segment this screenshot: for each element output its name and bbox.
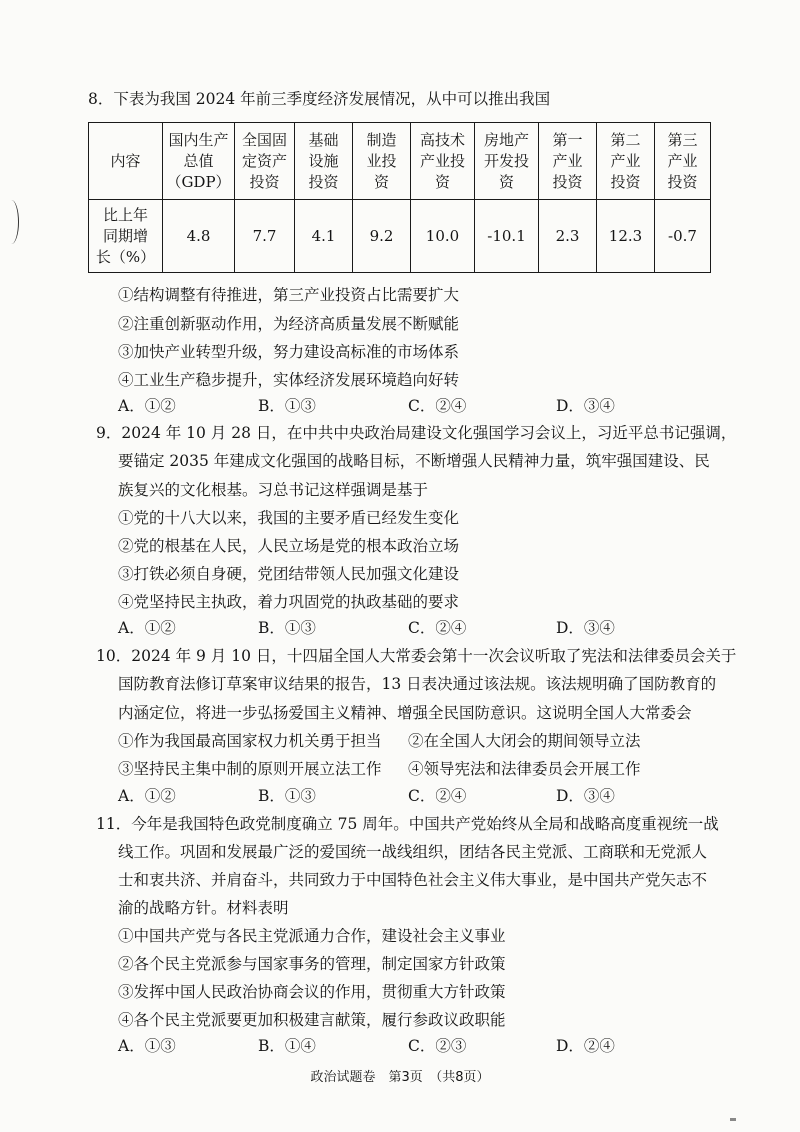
table-cell: -0.7: [655, 200, 711, 273]
q9-choice-c[interactable]: C．②④: [408, 619, 467, 637]
q9-stem-line-1: 9．2024 年 10 月 28 日，在中共中央政治局建设文化强国学习会议上，习近平总书记强调，: [96, 424, 737, 442]
q9-stem-line-3: 族复兴的文化根基。习总书记这样强调是基于: [118, 481, 429, 499]
q11-stem-line-1: 11．今年是我国特色政党制度确立 75 周年。中国共产党始终从全局和战略高度重视统一战: [96, 815, 719, 833]
q11-choice-d[interactable]: D．②④: [556, 1037, 615, 1055]
table-header-cell: 第一 产业 投资: [539, 123, 597, 200]
q9-choice-d[interactable]: D．③④: [556, 619, 615, 637]
table-row: [89, 200, 711, 273]
q10-item-3: ③坚持民主集中制的原则开展立法工作: [118, 760, 382, 778]
table-cell: 9.2: [353, 200, 411, 273]
table-header-cell: 全国固 定资产 投资: [235, 123, 295, 200]
q8-item-1: ①结构调整有待推进，第三产业投资占比需要扩大: [118, 286, 460, 304]
table-header-cell: 第三 产业 投资: [655, 123, 711, 200]
q11-item-3: ③发挥中国人民政治协商会议的作用，贯彻重大方针政策: [118, 983, 506, 1001]
q10-choice-a[interactable]: A．①②: [118, 787, 176, 805]
q10-item-1: ①作为我国最高国家权力机关勇于担当: [118, 732, 382, 750]
q10-choice-c[interactable]: C．②④: [408, 787, 467, 805]
table-header-cell: 内容: [89, 123, 163, 200]
table-cell: 2.3: [539, 200, 597, 273]
table-cell: -10.1: [475, 200, 539, 273]
table-header-cell: 基础 设施 投资: [295, 123, 353, 200]
q8-choice-b[interactable]: B．①③: [258, 397, 316, 415]
table-cell: 4.1: [295, 200, 353, 273]
binding-mark: [4, 200, 19, 244]
q11-stem-line-4: 渝的战略方针。材料表明: [118, 899, 289, 917]
table-header-row: [89, 123, 711, 200]
q11-stem-line-2: 线工作。巩固和发展最广泛的爱国统一战线组织，团结各民主党派、工商联和无党派人: [118, 843, 708, 861]
q11-item-4: ④各个民主党派要更加积极建言献策，履行参政议政职能: [118, 1011, 506, 1029]
q8-item-3: ③加快产业转型升级，努力建设高标准的市场体系: [118, 343, 460, 361]
q11-item-2: ②各个民主党派参与国家事务的管理，制定国家方针政策: [118, 955, 506, 973]
q9-choice-a[interactable]: A．①②: [118, 619, 176, 637]
q9-choice-b[interactable]: B．①③: [258, 619, 316, 637]
q11-item-1: ①中国共产党与各民主党派通力合作，建设社会主义事业: [118, 927, 506, 945]
q8-choice-a[interactable]: A．①②: [118, 397, 176, 415]
q10-choice-d[interactable]: D．③④: [556, 787, 615, 805]
q10-item-4: ④领导宪法和法律委员会开展工作: [408, 760, 641, 778]
q8-choice-c[interactable]: C．②④: [408, 397, 467, 415]
q11-choice-b[interactable]: B．①④: [258, 1037, 316, 1055]
page-footer: 政治试题卷 第3页 （共8页）: [310, 1070, 490, 1085]
q9-stem-line-2: 要锚定 2035 年建成文化强国的战略目标，不断增强人民精神力量，筑牢强国建设、民: [118, 452, 710, 470]
table-header-cell: 高技术 产业投 资: [411, 123, 475, 200]
q10-stem-line-2: 国防教育法修订草案审议结果的报告，13 日表决通过该法规。该法规明确了国防教育的: [118, 675, 717, 693]
q11-choice-c[interactable]: C．②③: [408, 1037, 467, 1055]
table-header-cell: 房地产 开发投 资: [475, 123, 539, 200]
q9-item-3: ③打铁必须自身硬，党团结带领人民加强文化建设: [118, 565, 460, 583]
q9-item-1: ①党的十八大以来，我国的主要矛盾已经发生变化: [118, 509, 460, 527]
q8-item-4: ④工业生产稳步提升，实体经济发展环境趋向好转: [118, 371, 460, 389]
q10-stem-line-1: 10．2024 年 9 月 10 日，十四届全国人大常委会第十一次会议听取了宪法和法律委员会关于: [96, 647, 737, 665]
table-cell: 7.7: [235, 200, 295, 273]
table-header-cell: 国内生产 总值 （GDP）: [163, 123, 235, 200]
q11-choice-a[interactable]: A．①③: [118, 1037, 176, 1055]
q11-stem-line-3: 士和衷共济、并肩奋斗，共同致力于中国特色社会主义伟大事业，是中国共产党矢志不: [118, 871, 708, 889]
table-header-cell: 第二 产业 投资: [597, 123, 655, 200]
table-row-label: 比上年 同期增 长（%）: [89, 200, 163, 273]
q9-item-2: ②党的根基在人民，人民立场是党的根本政治立场: [118, 537, 460, 555]
q10-item-2: ②在全国人大闭会的期间领导立法: [408, 732, 641, 750]
table-cell: 12.3: [597, 200, 655, 273]
q8-item-2: ②注重创新驱动作用，为经济高质量发展不断赋能: [118, 315, 460, 333]
table-header-cell: 制造 业投 资: [353, 123, 411, 200]
table-cell: 10.0: [411, 200, 475, 273]
scan-speck: [730, 1118, 736, 1121]
q8-stem: 8．下表为我国 2024 年前三季度经济发展情况，从中可以推出我国: [88, 90, 551, 108]
economic-data-table: [88, 122, 711, 273]
q10-stem-line-3: 内涵定位，将进一步弘扬爱国主义精神、增强全民国防意识。这说明全国人大常委会: [118, 704, 692, 722]
q10-choice-b[interactable]: B．①③: [258, 787, 316, 805]
q8-choice-d[interactable]: D．③④: [556, 397, 615, 415]
q9-item-4: ④党坚持民主执政，着力巩固党的执政基础的要求: [118, 593, 460, 611]
table-cell: 4.8: [163, 200, 235, 273]
